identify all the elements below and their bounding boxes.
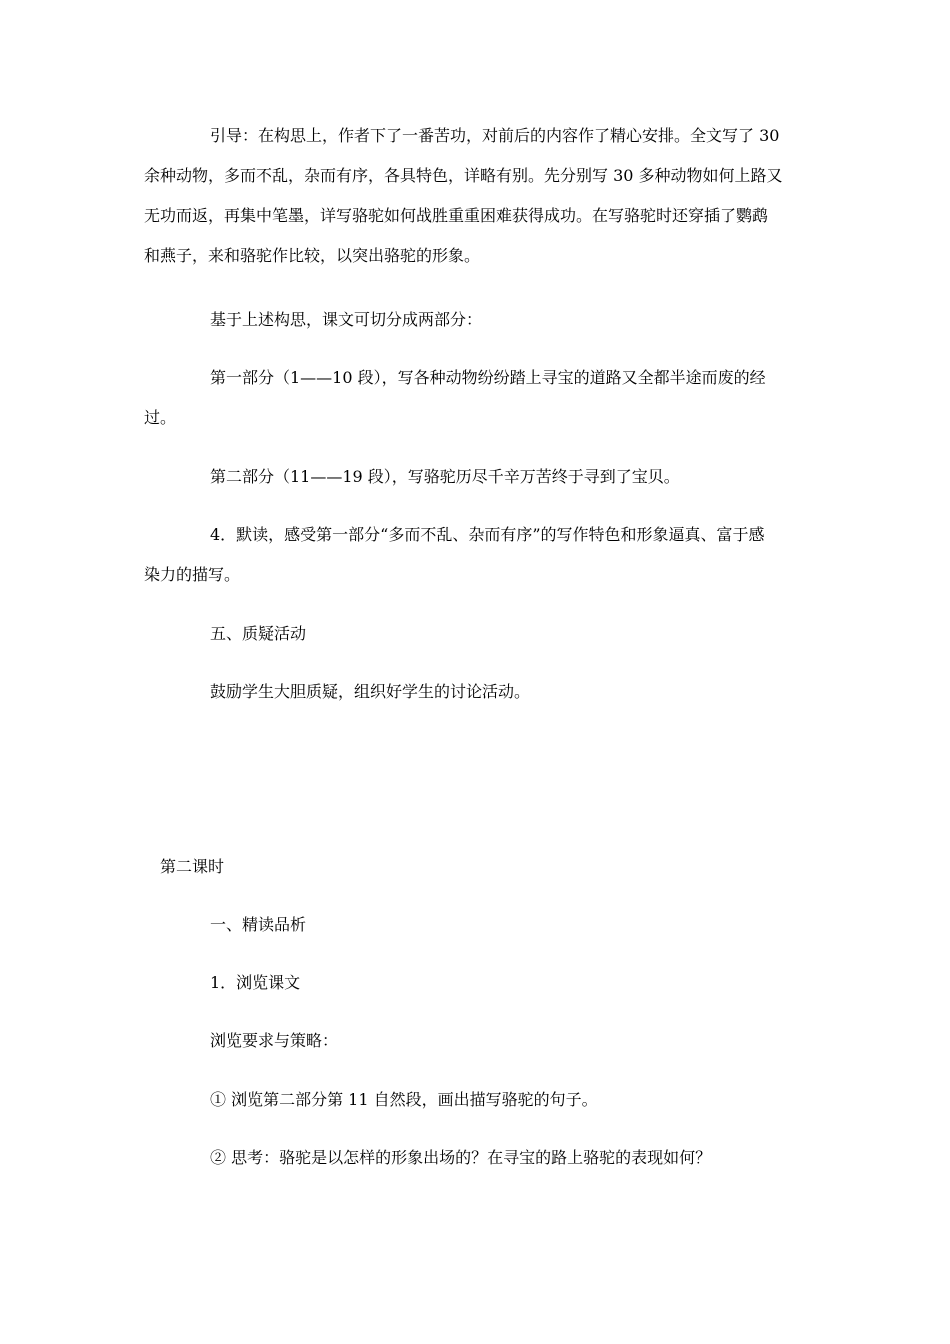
part-one-line-1: 第一部分（1——10 段），写各种动物纷纷踏上寻宝的道路又全都半途而废的经	[210, 368, 766, 387]
section-five-body: 鼓励学生大胆质疑，组织好学生的讨论活动。	[210, 682, 531, 701]
guide-line-4: 和燕子，来和骆驼作比较，以突出骆驼的形象。	[144, 246, 481, 265]
section-five-heading: 五、质疑活动	[210, 624, 307, 643]
step-one: ① 浏览第二部分第 11 自然段，画出描写骆驼的句子。	[210, 1090, 598, 1109]
structure-intro: 基于上述构思，课文可切分成两部分：	[210, 310, 483, 329]
guide-paragraph	[144, 116, 783, 276]
browse-heading: 1．浏览课文	[210, 973, 301, 992]
silent-reading-line-2: 染力的描写。	[144, 565, 241, 584]
step-two: ② 思考：骆驼是以怎样的形象出场的？在寻宝的路上骆驼的表现如何？	[210, 1148, 712, 1167]
part-two-paragraph: 第二部分（11——19 段），写骆驼历尽千辛万苦终于寻到了宝贝。	[210, 467, 680, 486]
part-one-line-2: 过。	[144, 408, 177, 427]
silent-reading-paragraph	[144, 515, 765, 595]
silent-reading-line-1: 4．默读，感受第一部分“多而不乱、杂而有序”的写作特色和形象逼真、富于感	[210, 525, 765, 544]
guide-line-2: 余种动物，多而不乱，杂而有序，各具特色，详略有别。先分别写 30 多种动物如何上路又	[144, 166, 783, 185]
browse-requirements: 浏览要求与策略：	[210, 1031, 339, 1050]
guide-line-1: 引导：在构思上，作者下了一番苦功，对前后的内容作了精心安排。全文写了 30	[210, 126, 780, 145]
lesson-two-heading: 第二课时	[160, 857, 225, 876]
section-one-heading: 一、精读品析	[210, 915, 307, 934]
part-one-paragraph	[144, 358, 766, 438]
guide-line-3: 无功而返，再集中笔墨，详写骆驼如何战胜重重困难获得成功。在写骆驼时还穿插了鹦鹉	[144, 206, 769, 225]
